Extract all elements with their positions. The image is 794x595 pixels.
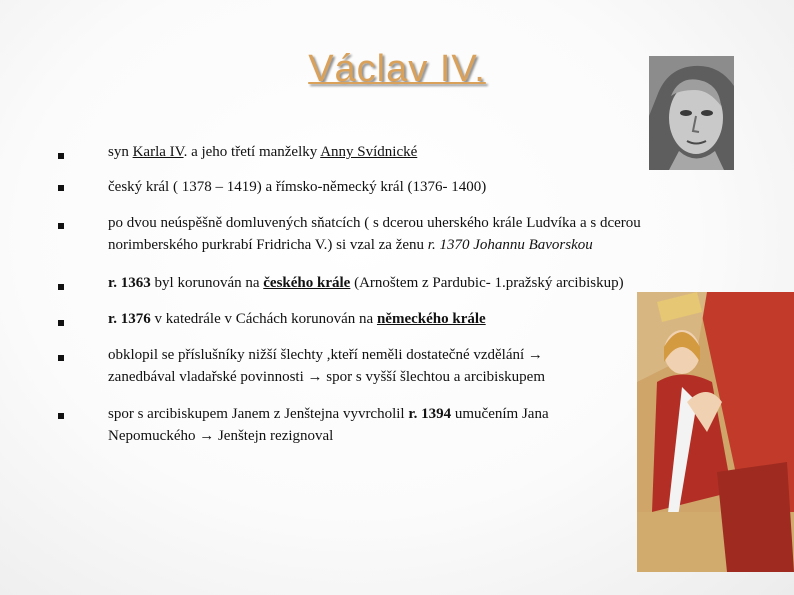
bullet-item-7: spor s arcibiskupem Janem z Jenštejna vyvrcholil r. 1394 umučením Jana Nepomuckého → Jenštejn rezignoval	[108, 406, 549, 444]
bullet-marker-7	[58, 413, 64, 419]
bullet-marker-6	[58, 355, 64, 361]
bullet-marker-2	[58, 185, 64, 191]
king-painting-image	[637, 292, 794, 572]
link-anny-svidnicke[interactable]: Anny Svídnické	[320, 144, 418, 160]
bullet-marker-3	[58, 223, 64, 229]
bullet-item-5: r. 1376 v katedrále v Cáchách korunován na německého krále	[108, 311, 486, 327]
bullet-item-2: český král ( 1378 – 1419) a římsko-německý král (1376- 1400)	[108, 179, 487, 195]
bullet-marker-5	[58, 320, 64, 326]
bullet-item-4: r. 1363 byl korunován na českého krále (Arnoštem z Pardubic- 1.pražský arcibiskup)	[108, 275, 624, 291]
link-ceskeho-krale[interactable]: českého krále	[263, 275, 351, 291]
slide-title: Václav IV.	[308, 48, 486, 90]
bullet-item-3: po dvou neúspěšně domluvených sňatcích ( s dcerou uherského krále Ludvíka a s dcerou norimberského purkrabí Fridricha V.) si vzal za ženu r. 1370 Johannu Bavorskou	[108, 215, 641, 253]
bust-portrait-image	[649, 56, 734, 170]
bullet-marker-1	[58, 153, 64, 159]
link-nemeckeho-krale[interactable]: německého krále	[376, 311, 486, 327]
bullet-item-6: obklopil se příslušníky nižší šlechty ,kteří neměli dostatečné vzdělání → zanedbával vladařské povinnosti → spor s vyšší šlechtou a arcibiskupem	[108, 347, 545, 385]
bullet-item-1: syn Karla IV. a jeho třetí manželky Anny Svídnické	[108, 144, 418, 160]
link-karla-iv[interactable]: Karla IV	[132, 144, 184, 160]
bullet-marker-4	[58, 284, 64, 290]
